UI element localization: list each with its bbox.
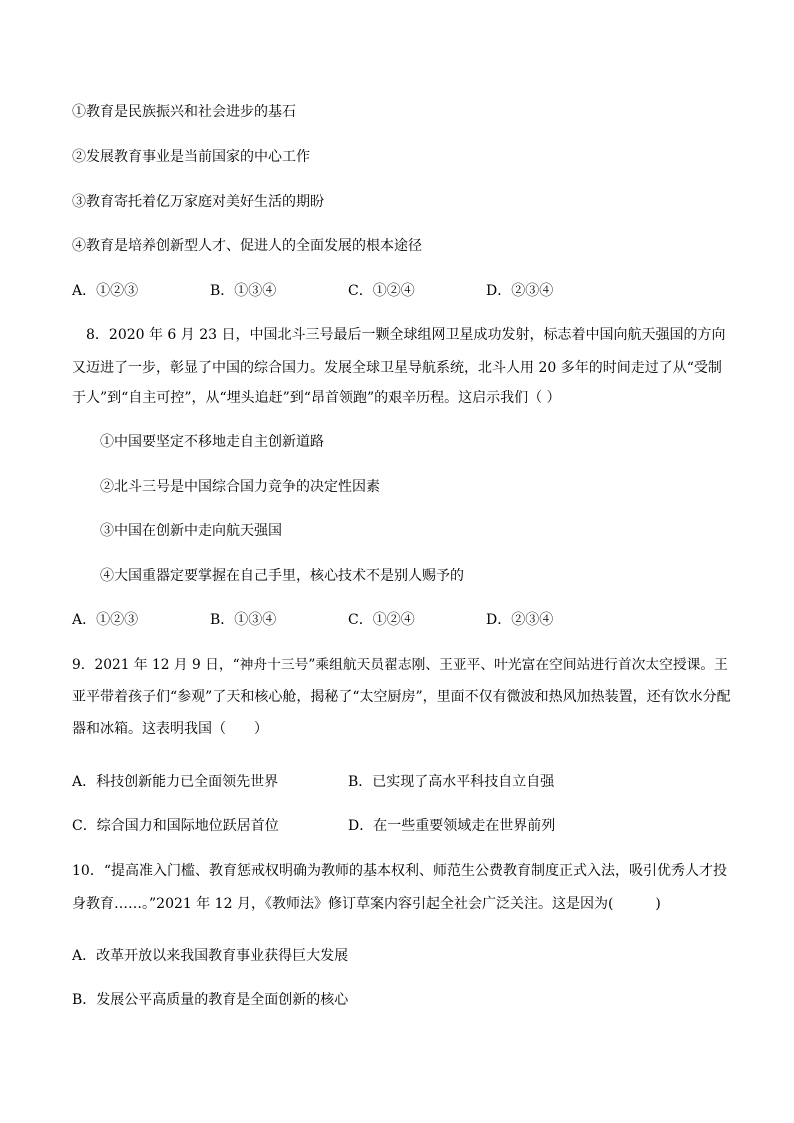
q9-option-c: C．综合国力和国际地位跃居首位 xyxy=(72,818,279,834)
q7-option-b: B．①③④ xyxy=(210,283,277,299)
q8-stem-line-2: 又迈进了一步，彰显了中国的综合国力。发展全球卫星导航系统，北斗人用 20 多年的时间走过了从“受制 xyxy=(72,360,722,376)
q9-option-d: D．在一些重要领域走在世界前列 xyxy=(348,818,556,834)
q7-option-d: D．②③④ xyxy=(486,283,554,299)
q8-option-a: A．①②③ xyxy=(72,612,139,628)
q8-statement-1: ①中国要坚定不移地走自主创新道路 xyxy=(100,434,324,450)
q10-stem-line-1: 10．“提高准入门槛、教育惩戒权明确为教师的基本权利、师范生公费教育制度正式入法，吸引优秀人才投 xyxy=(72,863,727,879)
q7-option-c: C．①②④ xyxy=(348,283,415,299)
q9-stem-line-1: 9．2021 年 12 月 9 日，“神舟十三号”乘组航天员翟志刚、王亚平、叶光富在空间站进行首次太空授课。王 xyxy=(72,657,728,673)
q10-stem-line-2: 身教育……。”2021 年 12 月，《教师法》修订草案内容引起全社会广泛关注。这是因为( ) xyxy=(72,896,661,912)
q7-option-a: A．①②③ xyxy=(72,283,139,299)
q8-statement-4: ④大国重器定要掌握在自己手里，核心技术不是别人赐予的 xyxy=(100,568,464,584)
q8-stem-line-3: 于人”到“自主可控”，从“埋头追赶”到“昂首领跑”的艰辛历程。这启示我们（ ） xyxy=(72,390,561,406)
q10-option-a: A．改革开放以来我国教育事业获得巨大发展 xyxy=(72,948,349,964)
q8-statement-3: ③中国在创新中走向航天强国 xyxy=(100,523,282,539)
q8-option-c: C．①②④ xyxy=(348,612,415,628)
q9-stem-line-2: 亚平带着孩子们“参观”了天和核心舱，揭秘了“太空厨房”，里面不仅有微波和热风加热装置，还有饮水分配 xyxy=(72,689,731,705)
q8-option-b: B．①③④ xyxy=(210,612,277,628)
q9-stem-line-3: 器和冰箱。这表明我国（ ） xyxy=(72,721,268,737)
q8-option-d: D．②③④ xyxy=(486,612,554,628)
q9-option-a: A．科技创新能力已全面领先世界 xyxy=(72,774,279,790)
q8-statement-2: ②北斗三号是中国综合国力竞争的决定性因素 xyxy=(100,479,380,495)
q7-statement-2: ②发展教育事业是当前国家的中心工作 xyxy=(72,149,310,165)
q7-statement-1: ①教育是民族振兴和社会进步的基石 xyxy=(72,104,296,120)
q7-statement-4: ④教育是培养创新型人才、促进人的全面发展的根本途径 xyxy=(72,238,422,254)
q9-option-b: B．已实现了高水平科技自立自强 xyxy=(348,774,555,790)
q10-option-b: B．发展公平高质量的教育是全面创新的核心 xyxy=(72,992,349,1008)
q7-statement-3: ③教育寄托着亿万家庭对美好生活的期盼 xyxy=(72,194,324,210)
q8-stem-line-1: 8．2020 年 6 月 23 日，中国北斗三号最后一颗全球组网卫星成功发射，标志着中国向航天强国的方向 xyxy=(86,327,726,343)
